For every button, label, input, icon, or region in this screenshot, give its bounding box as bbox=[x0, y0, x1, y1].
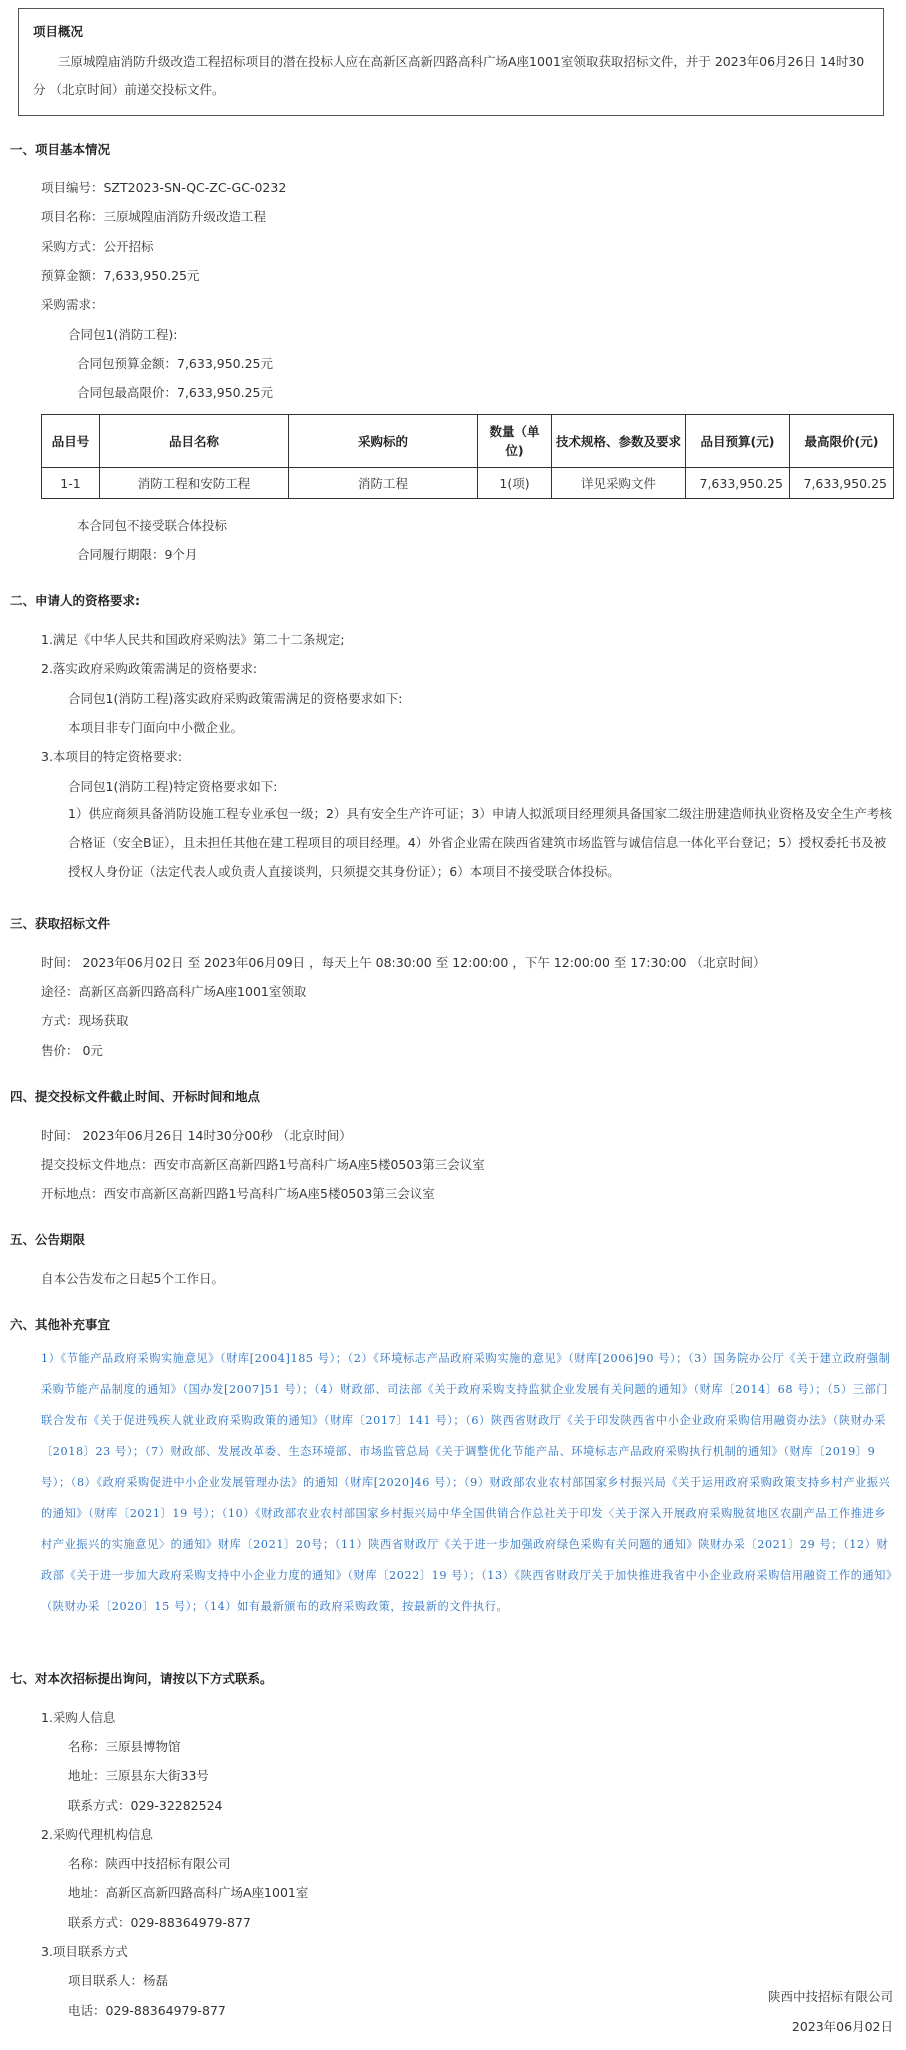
qualification-2: 2.落实政府采购政策需满足的资格要求: bbox=[41, 661, 258, 676]
header-spec: 技术规格、参数及要求 bbox=[552, 415, 686, 468]
agency-address: 地址：高新区高新四路高科广场A座1001室 bbox=[68, 1885, 309, 1900]
header-max-price: 最高限价(元) bbox=[790, 415, 894, 468]
project-contact-title: 3.项目联系方式 bbox=[41, 1944, 128, 1959]
section-1-title: 一、项目基本情况 bbox=[10, 142, 111, 157]
items-table bbox=[41, 414, 894, 499]
purchaser-info-title: 1.采购人信息 bbox=[41, 1710, 116, 1725]
contract-period: 合同履行期限：9个月 bbox=[77, 547, 198, 562]
budget-amount: 预算金额：7,633,950.25元 bbox=[41, 268, 200, 283]
qualification-2a: 合同包1(消防工程)落实政府采购政策需满足的资格要求如下: bbox=[68, 691, 403, 706]
cell-item-name: 消防工程和安防工程 bbox=[100, 468, 289, 499]
project-contact-phone: 电话：029-88364979-877 bbox=[68, 2003, 226, 2018]
project-contact-person: 项目联系人：杨磊 bbox=[68, 1973, 169, 1988]
header-item-name: 品目名称 bbox=[100, 415, 289, 468]
contract-package: 合同包1(消防工程): bbox=[68, 327, 178, 342]
project-overview-box bbox=[18, 8, 884, 116]
overview-title: 项目概况 bbox=[33, 24, 84, 39]
package-budget: 合同包预算金额：7,633,950.25元 bbox=[77, 356, 273, 371]
header-item-budget: 品目预算(元) bbox=[686, 415, 790, 468]
table-header-row bbox=[42, 415, 894, 468]
procurement-method: 采购方式：公开招标 bbox=[41, 239, 154, 254]
section-3-title: 三、获取招标文件 bbox=[10, 916, 111, 931]
section-6-title: 六、其他补充事宜 bbox=[10, 1317, 111, 1332]
obtain-time: 时间： 2023年06月02日 至 2023年06月09日 ，每天上午 08:30:00 至 12:00:00 ，下午 12:00:00 至 17:30:00 （北京时间） bbox=[41, 955, 766, 970]
footer-date: 2023年06月02日 bbox=[791, 2019, 893, 2034]
table-row bbox=[42, 468, 894, 499]
header-subject: 采购标的 bbox=[289, 415, 478, 468]
notice-period: 自本公告发布之日起5个工作日。 bbox=[41, 1271, 224, 1286]
no-consortium-note: 本合同包不接受联合体投标 bbox=[77, 518, 228, 533]
agency-name: 名称：陕西中技招标有限公司 bbox=[68, 1856, 231, 1871]
cell-max-price: 7,633,950.25 bbox=[790, 468, 894, 499]
purchaser-address: 地址：三原县东大街33号 bbox=[68, 1768, 209, 1783]
cell-quantity: 1(项) bbox=[478, 468, 552, 499]
cell-item-budget: 7,633,950.25 bbox=[686, 468, 790, 499]
qualification-2b: 本项目非专门面向中小微企业。 bbox=[68, 720, 244, 735]
obtain-mode: 方式：现场获取 bbox=[41, 1013, 129, 1028]
package-max-price: 合同包最高限价：7,633,950.25元 bbox=[77, 385, 273, 400]
section-2-title: 二、申请人的资格要求: bbox=[10, 593, 140, 608]
agency-info-title: 2.采购代理机构信息 bbox=[41, 1827, 153, 1842]
section-7-title: 七、对本次招标提出询问，请按以下方式联系。 bbox=[10, 1671, 273, 1686]
qualification-3b: 1）供应商须具备消防设施工程专业承包一级；2）具有安全生产许可证；3）申请人拟派项目经理须具备国家二级注册建造师执业资格及安全生产考核合格证（安全B证），且未担任其他在建工程项目的项目经理。4）外省企业需在陕西省建筑市场监管与诚信信息一体化平台登记；5）授权委托书及被授权人身份证（法定代表人或负责人直接谈判，只须提交其身份证）；6）本项目不接受联合体投标。 bbox=[68, 806, 892, 879]
procurement-demand: 采购需求： bbox=[41, 297, 104, 312]
qualification-1: 1.满足《中华人民共和国政府采购法》第二十二条规定; bbox=[41, 632, 345, 647]
project-name: 项目名称：三原城隍庙消防升级改造工程 bbox=[41, 209, 267, 224]
project-number: 项目编号：SZT2023-SN-QC-ZC-GC-0232 bbox=[41, 180, 287, 195]
footer-organization: 陕西中技招标有限公司 bbox=[767, 1989, 893, 2004]
qualification-3: 3.本项目的特定资格要求: bbox=[41, 749, 183, 764]
obtain-price: 售价： 0元 bbox=[41, 1043, 103, 1058]
qualification-3a: 合同包1(消防工程)特定资格要求如下: bbox=[68, 779, 278, 794]
section-5-title: 五、公告期限 bbox=[10, 1232, 86, 1247]
deadline-time: 时间： 2023年06月26日 14时30分00秒 （北京时间） bbox=[41, 1128, 352, 1143]
cell-item-no: 1-1 bbox=[42, 468, 100, 499]
agency-phone: 联系方式：029-88364979-877 bbox=[68, 1915, 251, 1930]
purchaser-phone: 联系方式：029-32282524 bbox=[68, 1798, 223, 1813]
cell-subject: 消防工程 bbox=[289, 468, 478, 499]
supplementary-policies: 1）《节能产品政府采购实施意见》（财库[2004]185 号）；（2）《环境标志产品政府采购实施的意见》（财库[2006]90 号）；（3）国务院办公厅《关于建立政府强制采购节能产品制度的通知》（国办发[2007]51 号）；（4）财政部、司法部《关于政府采购支持监狱企业发展有关问题的通知》（财库〔2014〕68 号）；（5）三部门联合发布《关于促进残疾人就业政府采购政策的通知》（财库〔2017〕141 号）；（6）陕西省财政厅《关于印发陕西省中小企业政府采购信用融资办法》（陕财办采〔2018〕23 号）；（7）财政部、发展改革委、生态环境部、市场监管总局《关于调整优化节能产品、环境标志产品政府采购执行机制的通知》（财库〔2019〕9 号）；（8）《政府采购促进中小企业发展管理办法》的通知（财库[2020]46 号）；（9）财政部农业农村部国家乡村振兴局《关于运用政府采购政策支持乡村产业振兴的通知》（财库〔2021〕19 号）；（10）《财政部农业农村部国家乡村振兴局中华全国供销合作总社关于印发〈关于深入开展政府采购脱贫地区农副产品工作推进乡村产业振兴的实施意见〉的通知》财库〔2021〕20号；（11）陕西省财政厅《关于进一步加强政府绿色采购有关问题的通知》陕财办采〔2021〕29 号；（12）财政部《关于进一步加大政府采购支持中小企业力度的通知》（财库〔2022〕19 号）；（13）《陕西省财政厅关于加快推进我省中小企业政府采购信用融资工作的通知》（陕财办采〔2020〕15 号）；（14）如有最新颁布的政府采购政策，按最新的文件执行。 bbox=[41, 1352, 893, 1613]
header-item-no: 品目号 bbox=[42, 415, 100, 468]
submit-location: 提交投标文件地点：西安市高新区高新四路1号高科广场A座5楼0503第三会议室 bbox=[41, 1157, 485, 1172]
opening-location: 开标地点：西安市高新区高新四路1号高科广场A座5楼0503第三会议室 bbox=[41, 1186, 435, 1201]
header-quantity: 数量（单位) bbox=[478, 415, 552, 468]
purchaser-name: 名称：三原县博物馆 bbox=[68, 1739, 181, 1754]
overview-text: 三原城隍庙消防升级改造工程招标项目的潜在投标人应在高新区高新四路高科广场A座1001室领取获取招标文件，并于 2023年06月26日 14时30分 （北京时间）前递交投标文件。 bbox=[33, 54, 865, 97]
cell-spec: 详见采购文件 bbox=[552, 468, 686, 499]
section-4-title: 四、提交投标文件截止时间、开标时间和地点 bbox=[10, 1089, 261, 1104]
obtain-way: 途径：高新区高新四路高科广场A座1001室领取 bbox=[41, 984, 307, 999]
